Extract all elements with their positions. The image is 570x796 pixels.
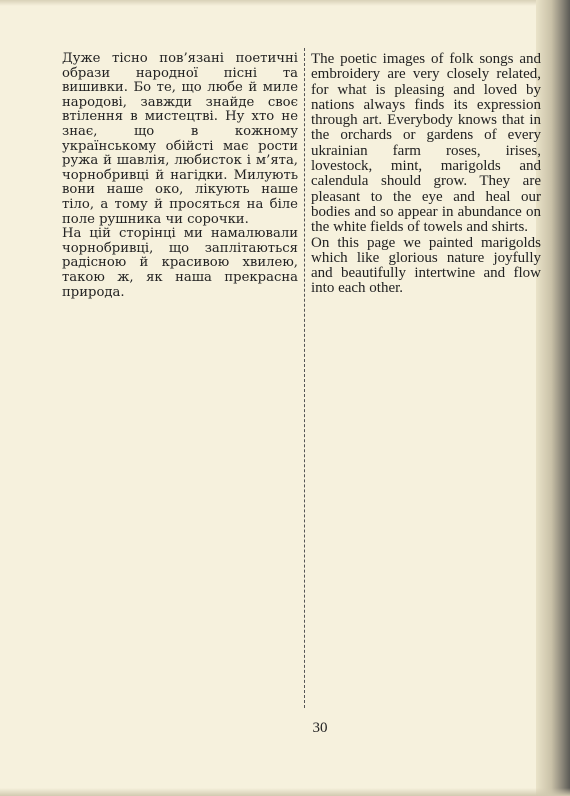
english-text-column bbox=[311, 52, 541, 297]
ukrainian-text-column bbox=[62, 52, 298, 300]
page-top-edge bbox=[0, 0, 570, 6]
english-paragraph-1: The poetic images of folk songs and embroidery are very closely related, for what is pleasing and loved by nations always finds its expression through art. Everybody knows that in the orchards or gardens of every ukrainian farm roses, irises, lovestock, mint, marigolds and calendula should grow. They are pleasant to the eye and heal our bodies and so appear in abundance on the white fields of towels and shirts. bbox=[311, 51, 541, 236]
english-paragraph-2: On this page we painted marigolds which like glorious nature joyfully and beautifully intertwine and flow into each other. bbox=[311, 234, 541, 297]
ukrainian-paragraph-1: Дуже тісно пов’язані поетичні образи народної пісні та вишивки. Бо те, що любе й миле народові, завжди знайде своє втілення в мистецтві. Ну хто не знає, що в кожному українському обійсті має рости ружа й шавлія, любисток і м’ята, чорнобривці й нагідки. Милують вони наше око, лікують наше тіло, а тому й просяться на біле поле рушника чи сорочки. bbox=[62, 51, 298, 227]
page-number: 30 bbox=[312, 720, 328, 736]
book-gutter-shadow bbox=[536, 0, 570, 796]
ukrainian-paragraph-2: На цій сторінці ми намалювали чорнобривці, що заплітаються радісною й красивою хвилею, такою ж, як наша прекрасна природа. bbox=[62, 226, 298, 300]
page-bottom-edge bbox=[0, 788, 570, 796]
column-divider-dashed-line bbox=[304, 48, 305, 708]
